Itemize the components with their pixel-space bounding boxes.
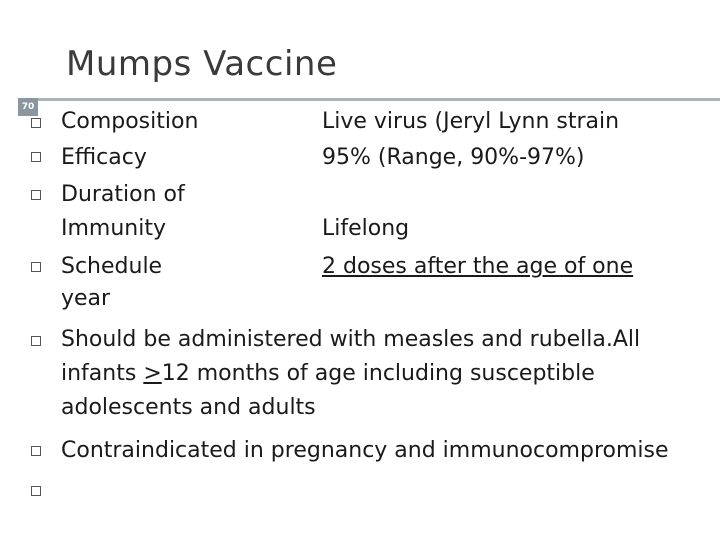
bullet-marker: [31, 336, 41, 346]
slide-title: Mumps Vaccine: [66, 44, 338, 84]
administered-text-line3: adolescents and adults: [61, 395, 316, 420]
bullet-marker: [31, 262, 41, 272]
schedule-label-line2: year: [61, 286, 111, 311]
bullet-marker: [31, 190, 41, 200]
duration-value: Lifelong: [322, 216, 410, 241]
administered-text-line2: [61, 363, 595, 385]
title-rule: [18, 98, 720, 101]
bullet-marker: [31, 446, 41, 456]
composition-label: Composition: [61, 109, 199, 134]
composition-value: Live virus (Jeryl Lynn strain: [322, 109, 620, 134]
administered-text-line1: Should be administered with measles and rubella.All: [61, 327, 641, 352]
efficacy-value: 95% (Range, 90%-97%): [322, 145, 585, 170]
administered-rest: 12 months of age including susceptible: [161, 361, 595, 386]
duration-label-line2: Immunity: [61, 216, 166, 241]
contraindicated-text: Contraindicated in pregnancy and immunocompromise: [61, 438, 669, 463]
administered-prefix: infants: [61, 361, 144, 386]
efficacy-label: Efficacy: [61, 145, 147, 170]
slide-number: 70: [18, 98, 38, 116]
schedule-label-line1: Schedule: [61, 254, 163, 279]
gte-symbol: >: [143, 361, 162, 386]
bullet-marker: [31, 152, 41, 162]
bullet-marker: [31, 486, 41, 496]
bullet-marker: [31, 118, 41, 128]
duration-label-line1: Duration of: [61, 182, 185, 207]
schedule-value: 2 doses after the age of one: [322, 254, 634, 279]
